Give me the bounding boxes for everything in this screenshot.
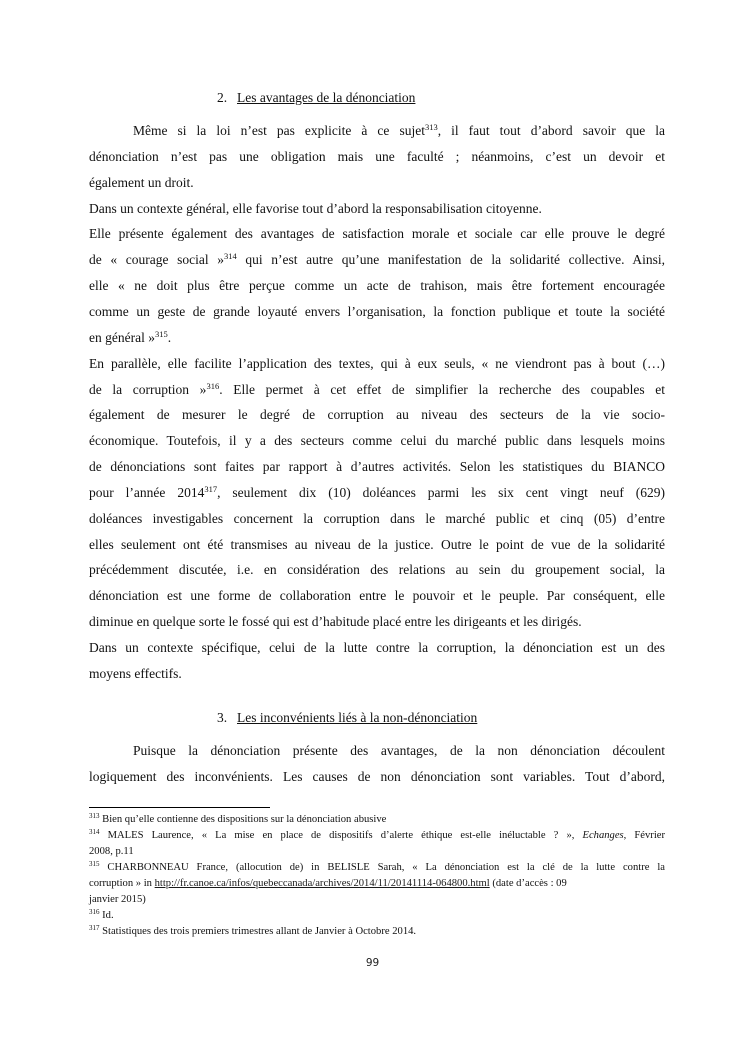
footnote-separator [89,807,270,808]
paragraph-line [89,484,665,501]
line-text: précédemment discutée, i.e. en considération des relations au sein du groupement social, la [89,562,665,578]
paragraph-line [89,458,665,475]
paragraph-line [89,200,665,217]
line-text: de la corruption » [89,381,207,397]
footnote-315-line-1 [89,861,665,875]
line-text: en général » [89,329,155,345]
line-text: elle « ne doit plus être perçue comme un acte de trahison, mais être fortement encouragée [89,278,665,294]
line-text: . Elle permet à cet effet de simplifier la recherche des coupables et [219,381,665,397]
section-3-number: 3. [217,710,228,725]
line-text: logiquement des inconvénients. Les causes de non dénonciation sont variables. Tout d’abord, [89,768,665,784]
paragraph-line [89,510,665,527]
footnote-314-line-2 [89,845,665,859]
footnote-316-text: Id. [99,910,114,921]
section-3-title: Les inconvénients liés à la non-dénonciation [237,710,478,725]
section-2-title: Les avantages de la dénonciation [237,90,416,105]
footnote-313 [89,813,665,827]
paragraph-line [89,432,665,449]
paragraph-line [89,768,665,785]
paragraph-line [89,251,665,268]
footnote-mark-313: 313 [89,812,100,820]
paragraph-line [89,277,665,294]
footnote-317 [89,925,665,939]
paragraph-line [89,406,665,423]
line-text: comme un geste de grande loyauté envers l’organisation, la fonction publique et toute la société [89,303,665,319]
footnote-315-text: CHARBONNEAU France, (allocution de) in BELISLE Sarah, « La dénonciation est la clé de la lutte contre la [99,862,665,873]
paragraph-line [89,613,665,630]
footnote-reference: 317 [204,483,218,494]
paragraph-line [89,536,665,553]
footnote-mark-317: 317 [89,924,100,932]
line-text: également un droit. [89,174,194,190]
line-text: dénonciation n’est pas une obligation mais une faculté ; néanmoins, c’est un devoir et [89,148,665,164]
paragraph-line [89,639,665,656]
footnote-reference: 314 [224,251,237,262]
line-text: Puisque la dénonciation présente des avantages, de la non dénonciation découlent [133,743,665,758]
line-text: pour l’année 2014 [89,484,205,500]
paragraph-line [89,665,665,682]
paragraph-line [89,355,665,372]
footnote-315-line-2 [89,877,665,891]
paragraph-line [89,587,665,604]
paragraph-line [89,225,665,242]
paragraph-line [133,742,665,759]
footnote-reference: 313 [424,122,438,132]
paragraph-line [89,148,665,165]
line-text: Dans un contexte général, elle favorise tout d’abord la responsabilisation citoyenne. [89,200,542,216]
line-text: qui n’est autre qu’une manifestation de la solidarité collective. Ainsi, [236,252,666,268]
section-2-heading [217,89,415,106]
footnote-313-text: Bien qu’elle contienne des dispositions sur la dénonciation abusive [99,814,387,825]
line-text: dénonciation est une forme de collaboration entre le pouvoir et le peuple. Par conséquent, elle [89,588,665,604]
line-text: elles seulement ont été transmises au niveau de la justice. Outre le point de vue de la solidarité [89,536,665,552]
footnote-mark-314: 314 [89,828,100,836]
paragraph-line [89,174,665,191]
line-text: , il faut tout d’abord savoir que la [437,123,665,138]
footnote-314-journal: Echanges [582,830,624,841]
footnote-mark-316: 316 [89,908,100,916]
footnote-reference: 315 [154,328,168,339]
paragraph-line [133,122,665,139]
footnote-317-text: Statistiques des trois premiers trimestres allant de Janvier à Octobre 2014. [99,926,417,937]
paragraph-line [89,381,665,398]
footnote-314-pages: 2008, p.11 [89,846,134,857]
line-text: économique. Toutefois, il y a des secteurs comme celui du marché public dans lesquels moins [89,433,665,449]
line-text: Même si la loi n’est pas explicite à ce sujet [133,123,425,138]
footnote-314-line-1 [89,829,665,843]
section-2-number: 2. [217,90,228,105]
footnote-314-date: , Février [623,830,665,841]
line-text: de dénonciations sont faites par rapport à d’autres activités. Selon les statistiques du BIANCO [89,459,665,475]
line-text: , seulement dix (10) doléances parmi les six cent vingt neuf (629) [217,484,666,500]
line-text: doléances investigables concernent la corruption dans le marché public et cinq (05) d’entre [89,510,665,526]
footnote-315-line-3 [89,893,665,907]
section-3-heading [217,709,477,726]
line-text: . [167,329,172,345]
line-text: également de mesurer le degré de corruption au niveau des secteurs de la vie socio- [89,407,665,423]
paragraph-line [89,303,665,320]
line-text: Elle présente également des avantages de satisfaction morale et sociale car elle prouve le degré [89,226,665,242]
footnote-mark-315: 315 [89,860,100,868]
line-text: Dans un contexte spécifique, celui de la lutte contre la corruption, la dénonciation est un des [89,640,665,655]
footnote-316 [89,909,665,923]
line-text: de « courage social » [89,252,224,268]
line-text: diminue en quelque sorte le fossé qui est d’habitude placé entre les dirigeants et les dirigés. [89,614,582,630]
page-number: 99 [365,957,380,969]
footnote-315-prefix: corruption » in [89,878,155,889]
footnote-315-access-date: (date d’accès : 09 [489,878,567,889]
footnote-315-year: janvier 2015) [89,894,146,905]
footnote-315-link[interactable]: http://fr.canoe.ca/infos/quebeccanada/archives/2014/11/20141114-064800.html [154,878,490,889]
footnote-reference: 316 [206,380,220,391]
paragraph-line [89,329,665,346]
paragraph-line [89,561,665,578]
line-text: En parallèle, elle facilite l’application des textes, qui à eux seuls, « ne viendront pas à bout (…) [89,355,665,371]
line-text: moyens effectifs. [89,665,182,681]
footnote-314-text: MALES Laurence, « La mise en place de dispositifs d’alerte éthique est-elle inéluctable ? », [99,830,575,841]
